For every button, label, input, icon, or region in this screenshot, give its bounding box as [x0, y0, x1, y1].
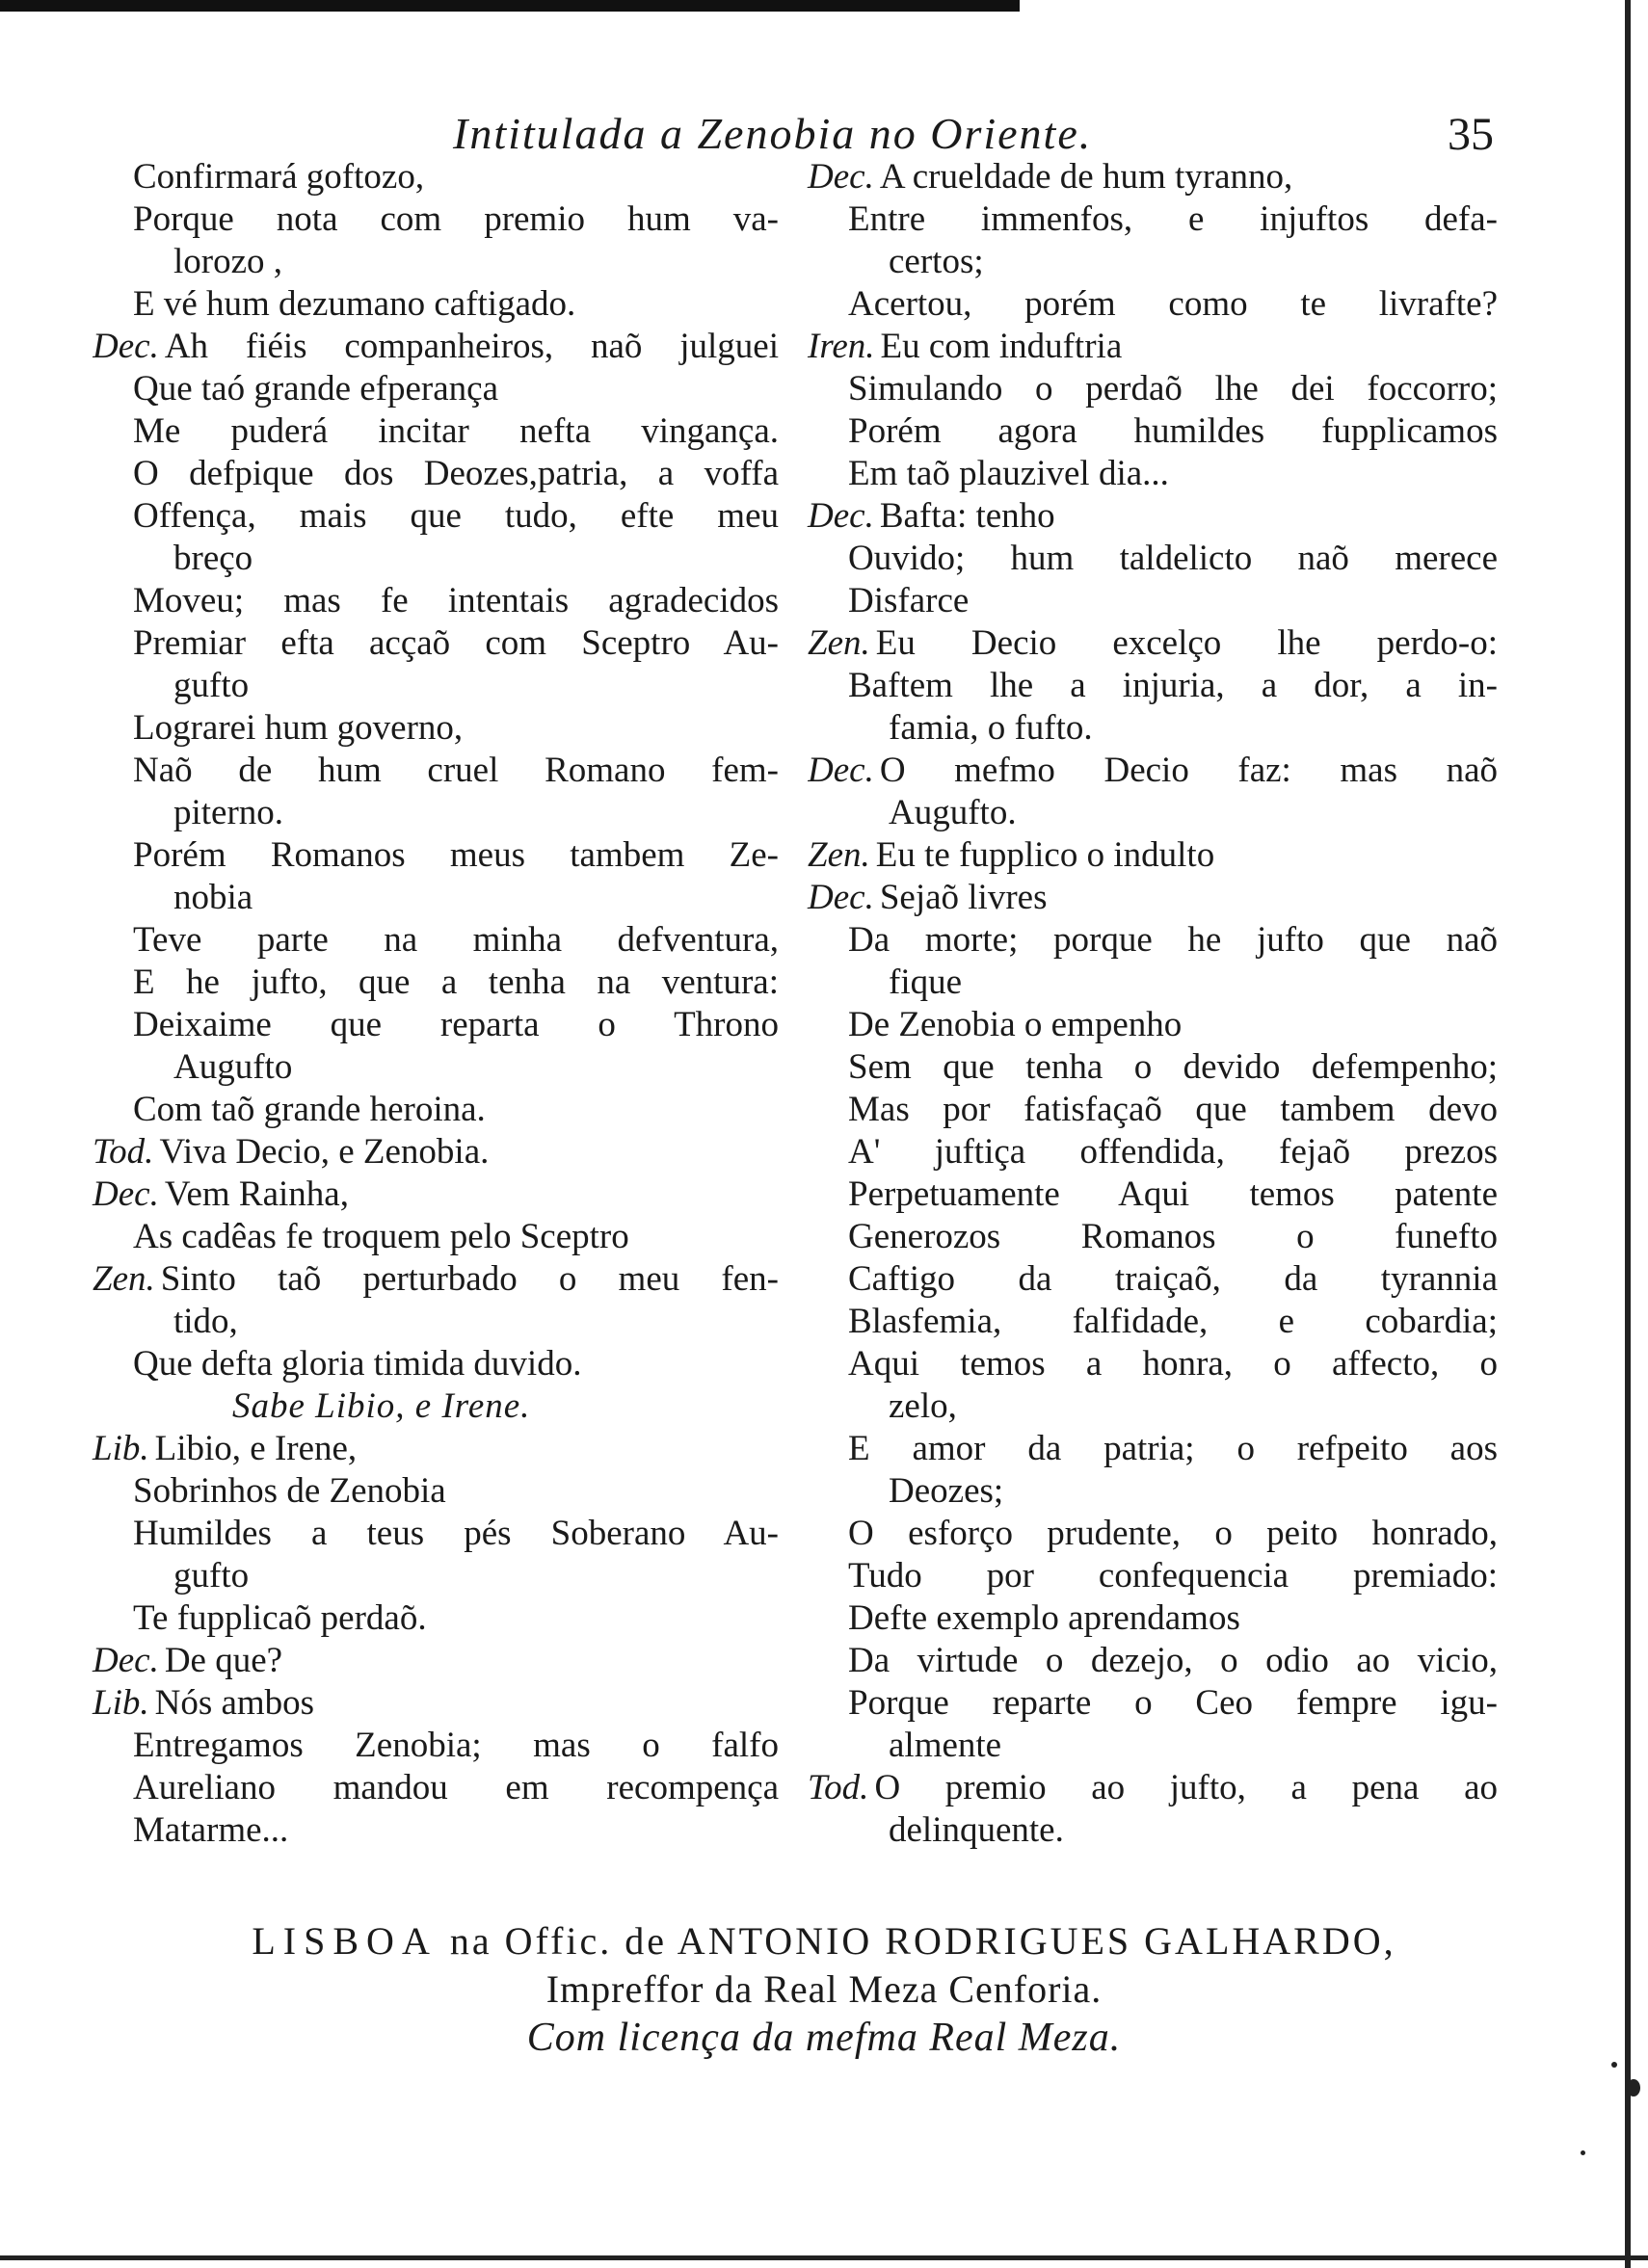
verse-line	[808, 410, 1498, 453]
verse-line	[808, 1555, 1498, 1597]
verse-text: Entre immenfos, e injuftos defa-	[848, 199, 1498, 239]
ink-speck	[1627, 2079, 1640, 2097]
speaker-label: Zen.	[93, 1259, 155, 1299]
verse-line	[808, 241, 1498, 283]
verse-text: Sinto taõ perturbado o meu fen-	[160, 1259, 779, 1299]
verse-line	[808, 1640, 1498, 1682]
verse-text: De que?	[164, 1641, 283, 1680]
verse-text: Lograrei hum governo,	[133, 708, 464, 748]
verse-line	[808, 1046, 1498, 1089]
verse-text: breço	[173, 539, 253, 578]
verse-text: Eu com induftria	[880, 327, 1123, 366]
imprint-line-1	[0, 1917, 1648, 1965]
verse-text: Teve parte na minha defventura,	[133, 920, 779, 960]
verse-line	[93, 241, 779, 283]
speaker-label: Lib.	[93, 1429, 149, 1468]
verse-text: Sem que tenha o devido defempenho;	[848, 1047, 1498, 1087]
verse-text: Viva Decio, e Zenobia.	[159, 1132, 490, 1172]
verse-line	[93, 198, 779, 241]
verse-line	[808, 156, 1498, 198]
ink-speck	[1611, 2062, 1617, 2068]
verse-line	[808, 1301, 1498, 1343]
speaker-label: Dec.	[93, 1641, 159, 1680]
verse-text: Ah fiéis companheiros, naõ julguei	[164, 327, 779, 366]
verse-text: tido,	[173, 1302, 238, 1341]
verse-text: Da morte; porque he jufto que naõ	[848, 920, 1498, 960]
page-bottom-edge	[0, 2255, 1648, 2260]
verse-text: A' juftiça offendida, fejaõ prezos	[848, 1132, 1498, 1172]
imprint-license: Com licença da mefma Real Meza.	[526, 2016, 1122, 2060]
verse-line	[93, 1682, 779, 1725]
verse-text: Nós ambos	[154, 1683, 315, 1723]
verse-text: Vem Rainha,	[164, 1174, 349, 1214]
verse-text: Entregamos Zenobia; mas o falfo	[133, 1726, 779, 1765]
ink-speck	[1581, 2150, 1585, 2155]
verse-text: Augufto.	[889, 793, 1017, 832]
speaker-label: Dec.	[93, 327, 159, 366]
verse-text: almente	[889, 1726, 1002, 1765]
speaker-label: Lib.	[93, 1683, 149, 1723]
verse-text: Sejaõ livres	[879, 878, 1048, 917]
speaker-label: Dec.	[808, 157, 874, 197]
verse-text: E vé hum dezumano caftigado.	[133, 284, 576, 324]
verse-text: O esforço prudente, o peito honrado,	[848, 1514, 1498, 1553]
verse-line	[93, 1004, 779, 1046]
verse-line	[808, 750, 1498, 792]
verse-text: gufto	[173, 1556, 250, 1596]
verse-text: A crueldade de hum tyranno,	[879, 157, 1293, 197]
verse-text: Aureliano mandou em recompença	[133, 1768, 779, 1807]
verse-line	[93, 1385, 779, 1428]
verse-line	[93, 283, 779, 326]
verse-line	[808, 1343, 1498, 1385]
verse-text: O mefmo Decio faz: mas naõ	[879, 751, 1498, 790]
verse-text: Mas por fatisfaçaõ que tambem devo	[848, 1090, 1498, 1129]
verse-line	[93, 834, 779, 877]
verse-line	[808, 1767, 1498, 1809]
verse-line	[808, 707, 1498, 750]
verse-line	[808, 538, 1498, 580]
verse-line	[93, 1046, 779, 1089]
verse-line	[808, 919, 1498, 962]
verse-line	[93, 1174, 779, 1216]
verse-line	[93, 1428, 779, 1470]
verse-line	[808, 1385, 1498, 1428]
verse-line	[808, 326, 1498, 368]
verse-line	[93, 1640, 779, 1682]
verse-text: fique	[889, 963, 963, 1002]
verse-line	[93, 1343, 779, 1385]
verse-text: zelo,	[889, 1386, 957, 1426]
verse-text: Que defta gloria timida duvido.	[133, 1344, 582, 1384]
verse-line	[93, 622, 779, 665]
verse-text: O premio ao jufto, a pena ao	[874, 1768, 1498, 1807]
verse-line	[93, 750, 779, 792]
verse-line	[808, 283, 1498, 326]
verse-line	[93, 1258, 779, 1301]
verse-line	[93, 1301, 779, 1343]
verse-line	[93, 368, 779, 410]
verse-line	[93, 453, 779, 495]
verse-text: Generozos Romanos o funefto	[848, 1217, 1498, 1256]
verse-line	[93, 707, 779, 750]
verse-text: Com taõ grande heroina.	[133, 1090, 486, 1129]
verse-text: Sabe Libio, e Irene.	[232, 1386, 531, 1426]
verse-text: O defpique dos Deozes,patria, a voffa	[133, 454, 779, 493]
verse-text: Simulando o perdaõ lhe dei foccorro;	[848, 369, 1498, 409]
verse-text: Acertou, porém como te livrafte?	[848, 284, 1498, 324]
verse-line	[93, 538, 779, 580]
verse-line	[93, 1555, 779, 1597]
verse-text: De Zenobia o empenho	[848, 1005, 1183, 1044]
verse-text: Eu te fupplico o indulto	[875, 835, 1215, 875]
verse-text: Libio, e Irene,	[154, 1429, 358, 1468]
speaker-label: Zen.	[808, 835, 870, 875]
verse-line	[93, 1725, 779, 1767]
speaker-label: Tod.	[93, 1132, 154, 1172]
verse-text: Matarme...	[133, 1810, 289, 1850]
verse-line	[93, 1216, 779, 1258]
verse-text: delinquente.	[889, 1810, 1064, 1850]
verse-line	[93, 326, 779, 368]
verse-line	[93, 1513, 779, 1555]
verse-line	[93, 1131, 779, 1174]
verse-text: nobia	[173, 878, 253, 917]
verse-text: Em taõ plauzivel dia...	[848, 454, 1169, 493]
verse-line	[93, 495, 779, 538]
verse-text: Bafta: tenho	[879, 496, 1055, 536]
verse-line	[808, 1089, 1498, 1131]
verse-line	[93, 410, 779, 453]
page-top-edge	[0, 0, 1020, 12]
verse-line	[93, 1470, 779, 1513]
speaker-label: Zen.	[808, 623, 870, 663]
verse-text: Blasfemia, falfidade, e cobardia;	[848, 1302, 1498, 1341]
verse-text: Ouvido; hum taldelicto naõ merece	[848, 539, 1498, 578]
verse-text: Defte exemplo aprendamos	[848, 1598, 1240, 1638]
verse-line	[808, 495, 1498, 538]
page-number: 35	[1448, 109, 1494, 160]
verse-line	[808, 1428, 1498, 1470]
verse-text: Caftigo da traiçaõ, da tyrannia	[848, 1259, 1498, 1299]
verse-text: Porém agora humildes fupplicamos	[848, 411, 1498, 451]
verse-line	[808, 962, 1498, 1004]
verse-line	[93, 962, 779, 1004]
verse-text: Porque nota com premio hum va-	[133, 199, 779, 239]
verse-text: Perpetuamente Aqui temos patente	[848, 1174, 1498, 1214]
imprint-city: LISBOA	[252, 1919, 438, 1963]
verse-line	[808, 1682, 1498, 1725]
verse-text: Sobrinhos de Zenobia	[133, 1471, 446, 1511]
verse-text: Offença, mais que tudo, efte meu	[133, 496, 779, 536]
verse-text: Porém Romanos meus tambem Ze-	[133, 835, 779, 875]
printer-imprint	[0, 1917, 1648, 2062]
verse-line	[93, 1089, 779, 1131]
verse-text: Eu Decio excelço lhe perdo-o:	[875, 623, 1498, 663]
verse-text: piterno.	[173, 793, 284, 832]
verse-line	[808, 1174, 1498, 1216]
verse-line	[808, 877, 1498, 919]
verse-line	[808, 453, 1498, 495]
verse-line	[93, 156, 779, 198]
left-text-column	[93, 156, 779, 1852]
verse-line	[93, 919, 779, 962]
right-text-column	[808, 156, 1498, 1852]
verse-line	[93, 877, 779, 919]
verse-line	[93, 1809, 779, 1852]
verse-text: E amor da patria; o refpeito aos	[848, 1429, 1498, 1468]
verse-text: E he jufto, que a tenha na ventura:	[133, 963, 779, 1002]
verse-text: Deixaime que reparta o Throno	[133, 1005, 779, 1044]
verse-text: Humildes a teus pés Soberano Au-	[133, 1514, 779, 1553]
verse-line	[808, 1725, 1498, 1767]
verse-line	[808, 622, 1498, 665]
verse-text: Baftem lhe a injuria, a dor, a in-	[848, 666, 1498, 705]
verse-line	[808, 1004, 1498, 1046]
verse-text: famia, o fufto.	[889, 708, 1093, 748]
verse-line	[808, 665, 1498, 707]
verse-text: Moveu; mas fe intentais agradecidos	[133, 581, 779, 620]
verse-text: Deozes;	[889, 1471, 1004, 1511]
verse-text: Me puderá incitar nefta vingança.	[133, 411, 779, 451]
verse-text: Tudo por confequencia premiado:	[848, 1556, 1498, 1596]
verse-line	[808, 1258, 1498, 1301]
running-title: Intitulada a Zenobia no Oriente.	[453, 109, 1093, 158]
verse-line	[93, 792, 779, 834]
verse-text: As cadêas fe troquem pelo Sceptro	[133, 1217, 629, 1256]
speaker-label: Dec.	[808, 878, 874, 917]
verse-line	[93, 1767, 779, 1809]
verse-line	[808, 368, 1498, 410]
verse-text: Te fupplicaõ perdaõ.	[133, 1598, 427, 1638]
verse-text: certos;	[889, 242, 984, 281]
verse-line	[808, 1216, 1498, 1258]
verse-line	[93, 1597, 779, 1640]
verse-line	[808, 1513, 1498, 1555]
verse-line	[93, 665, 779, 707]
verse-line	[808, 1597, 1498, 1640]
verse-text: Disfarce	[848, 581, 970, 620]
verse-text: Augufto	[173, 1047, 293, 1087]
verse-text: Da virtude o dezejo, o odio ao vicio,	[848, 1641, 1498, 1680]
imprint-printer: na Offic. de ANTONIO RODRIGUES GALHARDO,	[449, 1919, 1396, 1963]
speaker-label: Dec.	[808, 751, 874, 790]
verse-text: gufto	[173, 666, 250, 705]
verse-line	[808, 1131, 1498, 1174]
verse-text: Naõ de hum cruel Romano fem-	[133, 751, 779, 790]
verse-text: Confirmará goftozo,	[133, 157, 425, 197]
speaker-label: Dec.	[93, 1174, 159, 1214]
speaker-label: Dec.	[808, 496, 874, 536]
verse-line	[808, 834, 1498, 877]
speaker-label: Tod.	[808, 1768, 869, 1807]
verse-line	[93, 580, 779, 622]
verse-line	[808, 1809, 1498, 1852]
verse-text: lorozo ,	[173, 242, 283, 281]
verse-line	[808, 792, 1498, 834]
verse-text: Aqui temos a honra, o affecto, o	[848, 1344, 1498, 1384]
verse-text: Que taó grande efperança	[133, 369, 499, 409]
verse-text: Porque reparte o Ceo fempre igu-	[848, 1683, 1498, 1723]
speaker-label: Iren.	[808, 327, 875, 366]
verse-line	[808, 580, 1498, 622]
verse-line	[808, 198, 1498, 241]
verse-text: Premiar efta acçaõ com Sceptro Au-	[133, 623, 779, 663]
imprint-line-2: Impreffor da Real Meza Cenforia.	[545, 1967, 1103, 2011]
verse-line	[808, 1470, 1498, 1513]
